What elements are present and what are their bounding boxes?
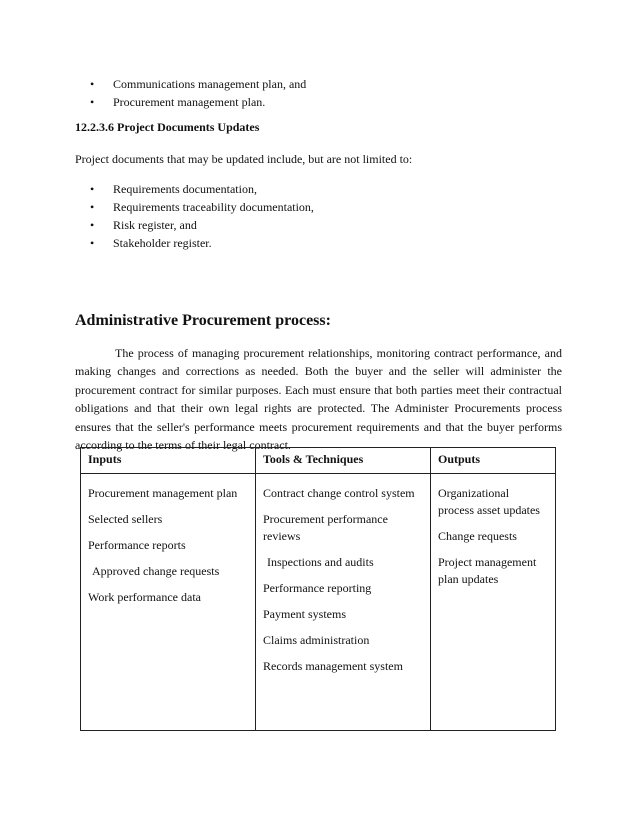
tool-item: Procurement performance reviews — [263, 512, 388, 543]
header-outputs: Outputs — [431, 448, 556, 474]
tool-item: Claims administration — [263, 633, 370, 647]
tools-cell — [256, 474, 431, 731]
tool-item: Records management system — [263, 659, 403, 673]
tool-item: Performance reporting — [263, 581, 372, 595]
subsection-heading: 12.2.3.6 Project Documents Updates — [75, 120, 260, 134]
intro-text: Project documents that may be updated include, but are not limited to: — [75, 152, 413, 166]
table-row — [81, 474, 556, 731]
procurement-table — [80, 447, 556, 731]
input-item: Procurement management plan — [88, 486, 238, 500]
inputs-cell — [81, 474, 256, 731]
body-paragraph: The process of managing procurement relationships, monitoring contract performance, and making changes and corrections as needed. Both the buyer and the seller will administer the procurement contract for similar purposes. Each must ensure that both parties meet their contractual obligations and that their own legal rights are protected. The Administer Procurements process ensures that the seller's performance meets procurement requirements and that the buyer performs according to the terms of their legal contract. — [75, 346, 562, 453]
tool-item: Payment systems — [263, 607, 346, 621]
tool-item: Contract change control system — [263, 486, 415, 500]
output-item: Project management plan updates — [438, 555, 537, 586]
tool-item: Inspections and audits — [267, 555, 374, 569]
list-item: • Communications management plan, and — [90, 75, 306, 93]
list-item: • Risk register, and — [90, 216, 314, 234]
table-header-row — [81, 448, 556, 474]
input-item: Approved change requests — [92, 564, 220, 578]
header-tools: Tools & Techniques — [256, 448, 431, 474]
input-item: Selected sellers — [88, 512, 163, 526]
input-item: Performance reports — [88, 538, 186, 552]
list-item: • Requirements traceability documentation, — [90, 198, 314, 216]
section-title: Administrative Procurement process: — [75, 312, 331, 329]
output-item: Change requests — [438, 529, 517, 543]
bullet-list-plans — [90, 75, 306, 111]
input-item: Work performance data — [88, 590, 201, 604]
bullet-list-documents — [90, 180, 314, 252]
list-item: • Procurement management plan. — [90, 93, 306, 111]
header-inputs: Inputs — [81, 448, 256, 474]
list-item: • Requirements documentation, — [90, 180, 314, 198]
list-item: • Stakeholder register. — [90, 234, 314, 252]
outputs-cell — [431, 474, 556, 731]
output-item: Organizational process asset updates — [438, 486, 540, 517]
